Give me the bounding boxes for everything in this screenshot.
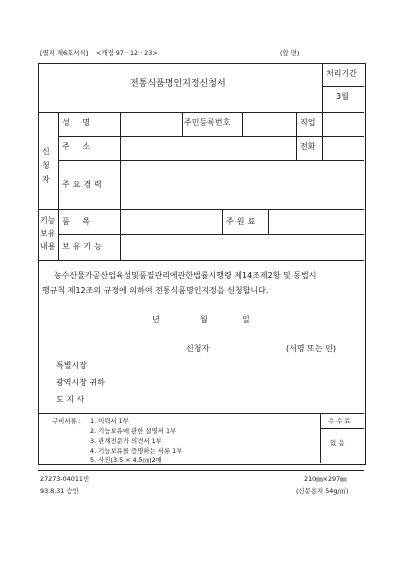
applicant-section-label: 신청자 [42,147,50,184]
approval-date: 93.8.31 승인 [40,487,79,495]
document-item-5: 5. 사진(3.5 × 4.5㎝)2매 [90,456,162,464]
fee-value: 없 음 [330,439,345,447]
skill-label: 보유기능 [62,242,105,251]
phone-label: 전화 [300,142,316,151]
date-day-label: 일 [242,315,250,324]
paper-size: 210㎜×297㎜ [304,475,347,483]
job-label: 직업 [300,118,316,127]
statement-line-2: 행규칙 제12조의 규정에 의하여 전통식품명인지정을 신청합니다. [42,286,269,295]
addressee-metro-city: 광역시장 귀하 [56,378,105,387]
date-month-label: 월 [200,315,208,324]
name-label: 성 명 [62,118,95,127]
signature-note: (서명 또는 인) [286,344,336,353]
document-item-4: 4. 기능보유를 증명하는 서류 1부 [90,447,183,455]
item-label: 품 목 [62,217,95,226]
address-label: 주 소 [62,142,95,151]
revision-date: <개정 97 · 12 · 23> [96,49,158,57]
date-year-label: 년 [152,315,160,324]
career-label: 주요경력 [62,180,105,189]
document-item-2: 2. 기능보유에 관한 설명서 1부 [90,427,177,435]
addressee-special-city: 특별시장 [56,361,87,370]
documents-label: 구비서류 : [52,417,81,425]
page-side-label: (앞 면) [280,49,300,57]
paper-type: (신문용지 54g/㎡) [296,487,349,495]
signature-label: 신청자 [186,344,210,353]
form-title: 전통식품명인지정신청서 [130,79,226,89]
statement-line-1: 농수산물가공산업육성및품질관리에관한법률시행령 제14조제2항 및 동법시 [54,271,317,280]
processing-period-label: 처리기간 [326,69,357,78]
form-number: [별지 제6호서식] [40,49,89,57]
processing-period-value: 3월 [336,92,349,101]
form-code: 27273-04011민 [40,475,90,483]
document-item-1: 1. 이력서 1부 [90,417,129,425]
skill-section-label: 기능보유내용 [40,216,56,251]
document-item-3: 3. 관계전문가 의견서 1부 [90,437,162,445]
raw-material-label: 주원료 [226,217,259,226]
addressee-province: 도 지 사 [56,395,85,404]
rrn-label: 주민등록번호 [184,118,231,127]
fee-label: 수 수 료 [328,417,351,425]
